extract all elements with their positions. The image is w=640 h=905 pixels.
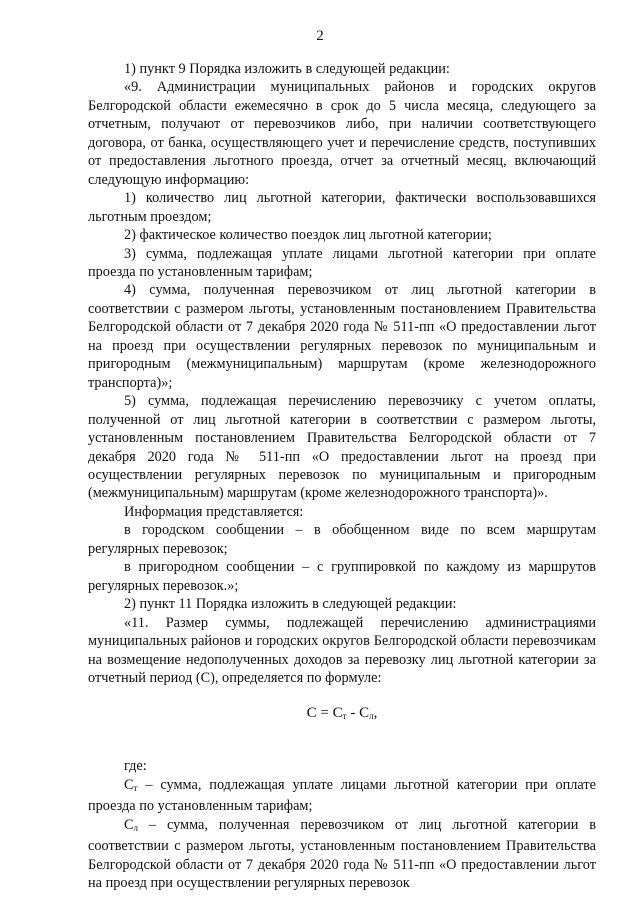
paragraph-ct-definition: $С_т$ – сумма, подлежащая уплате лицами льготной категории при оплате проезда по установленным тарифам; bbox=[88, 776, 596, 815]
paragraph-where: где: bbox=[124, 758, 147, 775]
paragraph-city: в городском сообщении – в обобщенном виде по всем маршрутам регулярных перевозок; bbox=[88, 522, 596, 557]
paragraph-info-1: 1) количество лиц льготной категории, фактически воспользовавшихся льготным проездом; bbox=[88, 190, 596, 225]
paragraph-info-presented: Информация представляется: bbox=[124, 503, 304, 520]
paragraph-info-5: 5) сумма, подлежащая перечислению перевозчику с учетом оплаты, полученной от лиц льготной категории в соответствии с размером льготы, установленным постановлением Правительства Белгородской области от 7 декабря 2020 года № 511-пп «О предоставлении льгот на проезд при осуществлении регулярных перевозок по муниципальным и пригородным (межмуниципальным) маршрутам (кроме железнодорожного транспорта)». bbox=[88, 393, 596, 502]
formula: $С = С_т - С_л$, bbox=[306, 705, 378, 722]
paragraph-item-1: 1) пункт 9 Порядка изложить в следующей редакции: bbox=[124, 61, 450, 77]
paragraph-info-4: 4) сумма, полученная перевозчиком от лиц льготной категории в соответствии с размером льготы, установленным постановлением Правительства Белгородской области от 7 декабря 2020 года № 511-пп «О предоставлении льгот на проезд при осуществлении регулярных перевозок по муниципальным и пригородным (межмуниципальным) маршрутам (кроме железнодорожного транспорта)»; bbox=[88, 282, 596, 391]
page-number: 2 bbox=[316, 28, 324, 44]
paragraph-cl-definition: $С_л$ – сумма, полученная перевозчиком от лиц льготной категории в соответствии с размером льготы, установленным постановлением Правительства Белгородской области от 7 декабря 2020 года № 511-пп «О предоставлении льгот на проезд при осуществлении регулярных перевозок bbox=[88, 816, 596, 892]
paragraph-info-3: 3) сумма, подлежащая уплате лицами льготной категории при оплате проезда по установленным тарифам; bbox=[88, 245, 596, 280]
paragraph-item-2: 2) пункт 11 Порядка изложить в следующей редакции: bbox=[124, 596, 457, 613]
paragraph-point-9: «9. Администрации муниципальных районов и городских округов Белгородской области ежемесячно в срок до 5 числа месяца, следующего за отчетным, получают от перевозчиков либо, при наличии соответствующего договора, от банка, осуществляющего учет и перечисление средств, поступивших от предоставления льготного проезда, отчет за отчетный месяц, включающий следующую информацию: bbox=[88, 79, 596, 188]
paragraph-suburban: в пригородном сообщении – с группировкой по каждому из маршрутов регулярных перевозок.»; bbox=[88, 559, 596, 594]
document-body bbox=[88, 60, 596, 893]
paragraph-point-11: «11. Размер суммы, подлежащей перечислению администрациями муниципальных районов и городских округов Белгородской области перевозчикам на возмещение недополученных доходов за перевозку лиц льготной категории за отчетный период (С), определяется по формуле: bbox=[88, 614, 596, 686]
paragraph-info-2: 2) фактическое количество поездок лиц льготной категории; bbox=[124, 227, 492, 244]
